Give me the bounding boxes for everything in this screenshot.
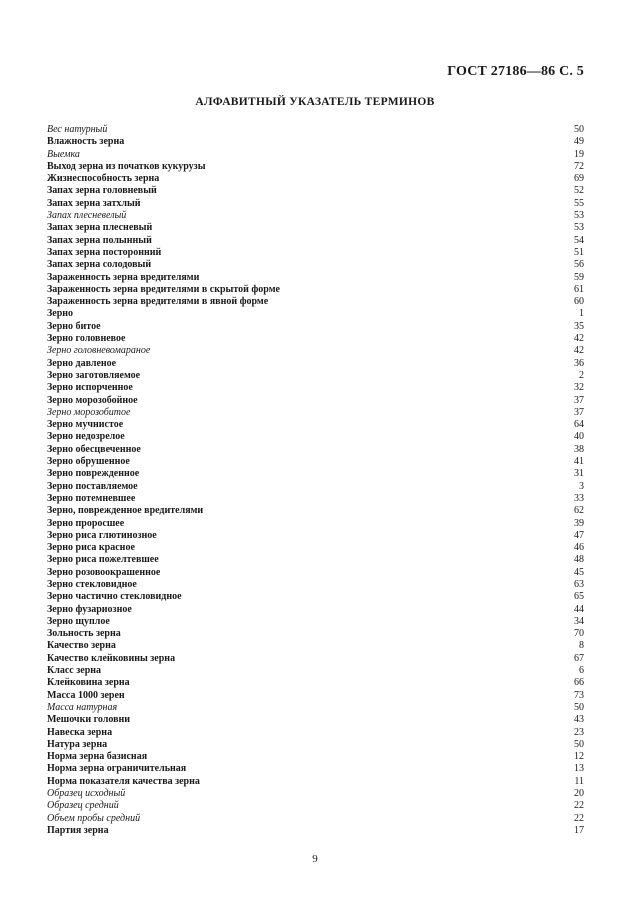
term-number: 2 — [579, 369, 584, 381]
term-text: Зерно обрушенное — [47, 456, 130, 468]
term-number: 55 — [574, 197, 584, 209]
term-text: Масса натурная — [47, 701, 118, 713]
term-text: Зерно поврежденное — [47, 468, 140, 480]
term-row — [47, 149, 584, 161]
term-number: 56 — [574, 259, 584, 271]
term-text: Зерно, поврежденное вредителями — [47, 505, 204, 517]
term-text: Зерно риса красное — [47, 542, 135, 554]
term-number: 52 — [574, 185, 584, 197]
term-text: Зерно проросшее — [47, 517, 125, 529]
term-text: Клейковина зерна — [47, 677, 130, 689]
term-number: 36 — [574, 357, 584, 369]
term-row — [47, 690, 584, 702]
term-text: Зерно риса глютинозное — [47, 529, 157, 541]
term-text: Вес натурный — [47, 124, 108, 135]
term-row — [47, 776, 584, 788]
term-number: 8 — [579, 640, 584, 652]
term-number: 50 — [574, 124, 584, 135]
term-row — [47, 481, 584, 493]
term-number: 39 — [574, 517, 584, 529]
term-row — [47, 456, 584, 468]
term-text: Зерно фузариозное — [47, 603, 132, 615]
term-number: 63 — [574, 578, 584, 590]
term-row — [47, 714, 584, 726]
term-row — [47, 628, 584, 640]
term-number: 35 — [574, 320, 584, 332]
term-row — [47, 370, 584, 382]
term-number: 54 — [574, 234, 584, 246]
term-text: Зараженность зерна вредителями — [47, 271, 200, 283]
term-number: 20 — [574, 788, 584, 800]
term-text: Запах плесневелый — [47, 210, 127, 222]
term-number: 23 — [574, 726, 584, 738]
term-row — [47, 161, 584, 173]
term-row — [47, 345, 584, 357]
term-number: 1 — [579, 308, 584, 320]
term-row — [47, 505, 584, 517]
term-text: Навеска зерна — [47, 726, 113, 738]
term-number: 51 — [574, 246, 584, 258]
term-row — [47, 284, 584, 296]
term-number: 22 — [574, 800, 584, 812]
page-title: АЛФАВИТНЫЙ УКАЗАТЕЛЬ ТЕРМИНОВ — [195, 96, 435, 108]
term-number: 13 — [574, 763, 584, 775]
term-row — [47, 542, 584, 554]
term-number: 37 — [574, 406, 584, 418]
term-number: 65 — [574, 591, 584, 603]
term-number: 42 — [574, 333, 584, 345]
term-row — [47, 567, 584, 579]
term-text: Объем пробы средний — [47, 812, 141, 824]
term-row — [47, 382, 584, 394]
term-row — [47, 308, 584, 320]
term-text: Зерно мучнистое — [47, 419, 124, 431]
term-row — [47, 579, 584, 591]
term-number: 61 — [574, 283, 584, 295]
term-text: Зольность зерна — [47, 628, 121, 640]
term-row — [47, 173, 584, 185]
term-row — [47, 431, 584, 443]
term-row — [47, 493, 584, 505]
term-number: 49 — [574, 136, 584, 148]
term-text: Партия зерна — [47, 824, 109, 836]
term-number: 62 — [574, 505, 584, 517]
term-number: 40 — [574, 431, 584, 443]
document-header-gost: ГОСТ 27186—86 С. 5 — [447, 64, 584, 79]
term-row — [47, 222, 584, 234]
term-number: 69 — [574, 173, 584, 185]
term-text: Зерно поставляемое — [47, 480, 138, 492]
term-index-list — [47, 124, 584, 837]
term-row — [47, 235, 584, 247]
term-row — [47, 788, 584, 800]
term-row — [47, 554, 584, 566]
term-row — [47, 800, 584, 812]
term-number: 45 — [574, 566, 584, 578]
term-text: Выход зерна из початков кукурузы — [47, 160, 206, 172]
term-number: 59 — [574, 271, 584, 283]
term-number: 42 — [574, 345, 584, 357]
term-number: 11 — [574, 775, 584, 787]
term-row — [47, 321, 584, 333]
term-text: Качество зерна — [47, 640, 116, 652]
term-row — [47, 518, 584, 530]
term-text: Зерно — [47, 308, 74, 320]
term-text: Мешочки головни — [47, 714, 131, 726]
term-number: 38 — [574, 443, 584, 455]
term-row — [47, 751, 584, 763]
term-text: Зерно головневое — [47, 333, 126, 345]
term-text: Выемка — [47, 148, 80, 160]
term-row — [47, 296, 584, 308]
term-number: 73 — [574, 689, 584, 701]
term-number: 41 — [574, 456, 584, 468]
term-number: 6 — [579, 665, 584, 677]
term-row — [47, 591, 584, 603]
term-row — [47, 124, 584, 136]
term-row — [47, 677, 584, 689]
term-text: Зерно битое — [47, 320, 101, 332]
term-number: 72 — [574, 160, 584, 172]
term-row — [47, 259, 584, 271]
term-text: Зерно обесцвеченное — [47, 443, 141, 455]
term-row — [47, 198, 584, 210]
term-row — [47, 616, 584, 628]
term-row — [47, 468, 584, 480]
term-row — [47, 739, 584, 751]
term-text: Норма зерна ограничительная — [47, 763, 187, 775]
term-row — [47, 247, 584, 259]
term-text: Запах зерна плесневый — [47, 222, 153, 234]
term-text: Зерно розовоокрашенное — [47, 566, 161, 578]
term-text: Натура зерна — [47, 738, 108, 750]
term-text: Зараженность зерна вредителями в явной форме — [47, 296, 269, 308]
term-text: Зараженность зерна вредителями в скрытой форме — [47, 283, 280, 295]
term-text: Зерно давленое — [47, 357, 117, 369]
term-number: 31 — [574, 468, 584, 480]
term-row — [47, 825, 584, 837]
term-number: 53 — [574, 222, 584, 234]
term-number: 50 — [574, 738, 584, 750]
term-number: 48 — [574, 554, 584, 566]
term-row — [47, 358, 584, 370]
term-text: Образец средний — [47, 800, 119, 812]
term-row — [47, 702, 584, 714]
term-text: Запах зерна полынный — [47, 234, 152, 246]
term-number: 34 — [574, 615, 584, 627]
term-row — [47, 419, 584, 431]
term-number: 67 — [574, 652, 584, 664]
term-number: 47 — [574, 529, 584, 541]
term-text: Зерно недозрелое — [47, 431, 125, 443]
term-number: 53 — [574, 210, 584, 222]
term-text: Зерно щуплое — [47, 615, 110, 627]
term-text: Норма зерна базисная — [47, 751, 148, 763]
term-row — [47, 395, 584, 407]
term-number: 64 — [574, 419, 584, 431]
term-row — [47, 444, 584, 456]
term-text: Норма показателя качества зерна — [47, 775, 200, 787]
term-number: 60 — [574, 296, 584, 308]
term-text: Запах зерна посторонний — [47, 246, 162, 258]
term-text: Зерно заготовляемое — [47, 369, 141, 381]
term-row — [47, 727, 584, 739]
term-number: 3 — [579, 480, 584, 492]
term-text: Зерно морозобойное — [47, 394, 138, 406]
term-row — [47, 210, 584, 222]
term-number: 17 — [574, 824, 584, 836]
term-text: Запах зерна затхлый — [47, 197, 141, 209]
term-number: 46 — [574, 542, 584, 554]
term-number: 44 — [574, 603, 584, 615]
term-number: 66 — [574, 677, 584, 689]
term-text: Жизнеспособность зерна — [47, 173, 160, 185]
term-row — [47, 813, 584, 825]
term-text: Зерно потемневшее — [47, 492, 136, 504]
term-text: Зерно испорченное — [47, 382, 133, 394]
term-text: Масса 1000 зерен — [47, 689, 125, 701]
term-number: 32 — [574, 382, 584, 394]
term-row — [47, 763, 584, 775]
term-row — [47, 665, 584, 677]
term-number: 12 — [574, 751, 584, 763]
term-row — [47, 653, 584, 665]
term-number: 43 — [574, 714, 584, 726]
term-text: Зерно стекловидное — [47, 578, 137, 590]
term-row — [47, 185, 584, 197]
term-text: Образец исходный — [47, 788, 126, 800]
term-text: Класс зерна — [47, 665, 102, 677]
term-number: 37 — [574, 394, 584, 406]
term-text: Зерно морозобитое — [47, 406, 131, 418]
term-row — [47, 333, 584, 345]
term-text: Влажность зерна — [47, 136, 125, 148]
term-text: Запах зерна солодовый — [47, 259, 152, 271]
term-row — [47, 407, 584, 419]
term-number: 50 — [574, 701, 584, 713]
term-row — [47, 604, 584, 616]
term-text: Качество клейковины зерна — [47, 652, 176, 664]
term-text: Зерно головневомараное — [47, 345, 151, 357]
term-row — [47, 136, 584, 148]
term-text: Запах зерна головневый — [47, 185, 157, 197]
term-row — [47, 640, 584, 652]
term-text: Зерно риса пожелтевшее — [47, 554, 159, 566]
term-number: 70 — [574, 628, 584, 640]
term-number: 22 — [574, 812, 584, 824]
term-text: Зерно частично стекловидное — [47, 591, 182, 603]
term-row — [47, 530, 584, 542]
term-row — [47, 272, 584, 284]
term-number: 33 — [574, 492, 584, 504]
term-number: 19 — [574, 148, 584, 160]
page-number: 9 — [312, 853, 318, 865]
